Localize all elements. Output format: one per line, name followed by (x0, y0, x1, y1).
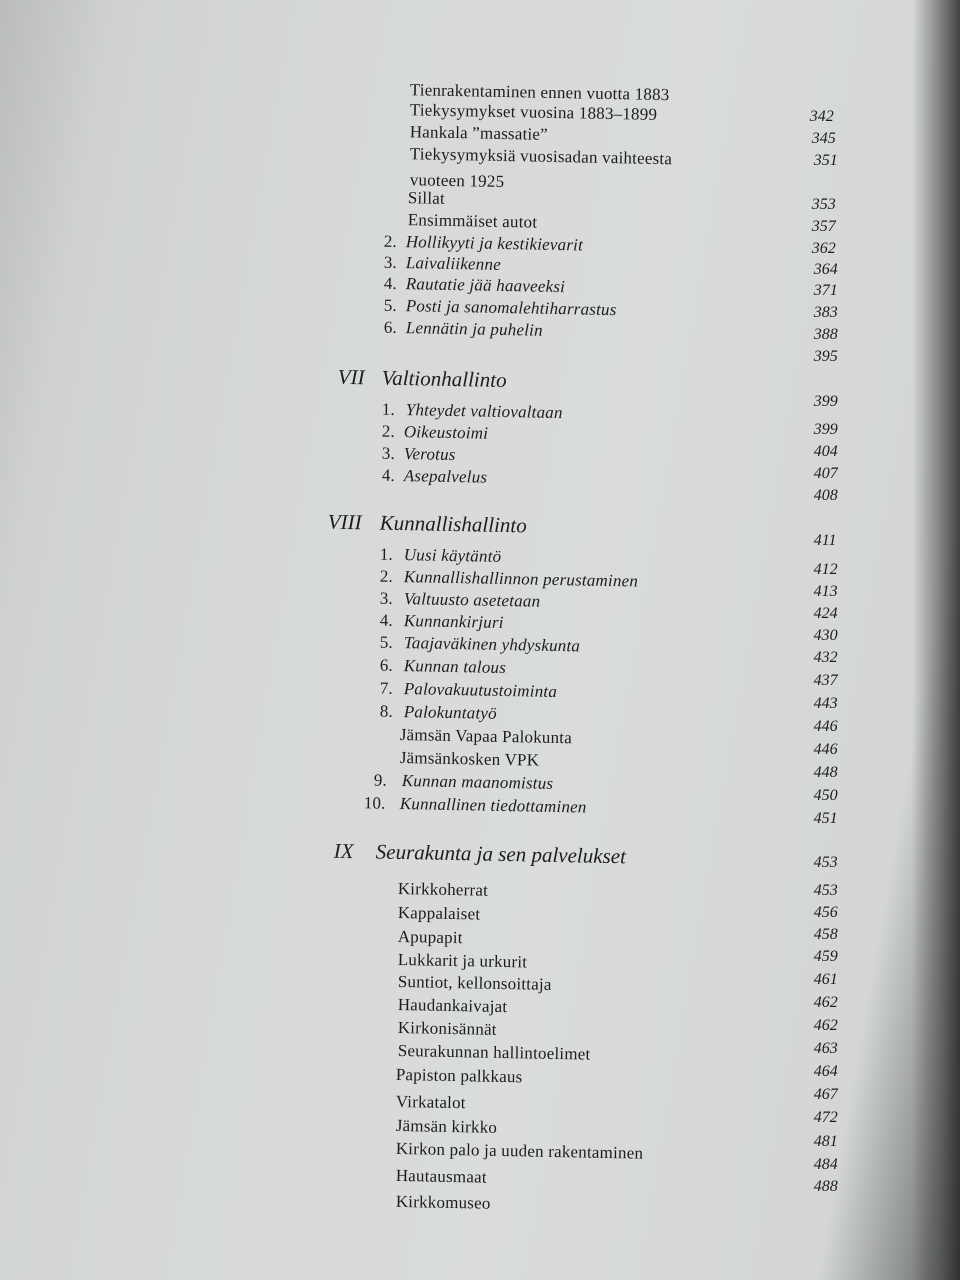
toc-entry-title: Kunnan maanomistus (401, 771, 554, 793)
toc-entry-title: Asepalvelus (403, 466, 488, 487)
toc-entry-title: Sillat (407, 188, 446, 208)
toc-entry-page: 399 (813, 421, 838, 439)
toc-entry-number: 8. (379, 701, 394, 721)
section-roman-numeral: VII (337, 364, 365, 390)
toc-entry-title: Hollikyyti ja kestikievarit (405, 232, 584, 255)
toc-entry-page: 462 (813, 994, 838, 1012)
toc-entry-page: 464 (813, 1063, 838, 1081)
toc-entry-title: Kirkonisännät (397, 1017, 497, 1039)
toc-entry-title: Palovakuutustoiminta (403, 679, 558, 702)
toc-entry-page: 463 (813, 1040, 838, 1058)
toc-entry-page: 404 (813, 443, 838, 461)
section-title: Seurakunta ja sen palvelukset (375, 839, 627, 869)
toc-entry-number: 5. (379, 632, 394, 652)
section-page: 399 (813, 393, 838, 411)
toc-entry-title: Papiston palkkaus (395, 1064, 523, 1087)
toc-entry-title: Lennätin ja puhelin (405, 318, 543, 340)
toc-entry-page: 413 (813, 583, 838, 601)
toc-entry-page: 388 (813, 326, 838, 344)
toc-entry-number: 10. (363, 793, 386, 813)
toc-entry-title: Uusi käytäntö (403, 545, 502, 566)
toc-entry-title: Yhteydet valtiovaltaan (405, 400, 563, 423)
toc-entry-page: 456 (813, 904, 838, 922)
toc-entry-page: 459 (813, 948, 838, 966)
toc-entry-page: 432 (813, 649, 838, 667)
toc-entry-number: 3. (383, 252, 398, 272)
toc-entry-page: 462 (813, 1017, 838, 1035)
toc-entry-title: Tiekysymyksiä vuosisadan vaihteesta (409, 144, 673, 169)
toc-entry-page: 345 (811, 130, 836, 148)
toc-entry-number: 4. (383, 273, 398, 293)
toc-entry-number: 4. (379, 610, 394, 630)
toc-entry-page: 342 (809, 108, 834, 126)
toc-entry-title: Laivaliikenne (405, 253, 502, 274)
toc-entry-page: 446 (813, 718, 838, 736)
toc-entry-title: Seurakunnan hallintoelimet (397, 1040, 591, 1064)
toc-entry-page: 371 (813, 282, 838, 300)
section-roman-numeral: IX (333, 838, 354, 864)
toc-entry-title: Kunnallinen tiedottaminen (399, 794, 587, 817)
toc-entry-title: Haudankaivajat (397, 994, 508, 1017)
toc-entry-title: Kunnan talous (403, 656, 507, 678)
page-edge-shadow (912, 0, 960, 1280)
toc-entry-number: 3. (381, 443, 396, 463)
toc-entry-number: 3. (379, 588, 394, 608)
toc-entry-page: 430 (813, 627, 838, 645)
toc-entry-title: Kirkkoherrat (397, 878, 489, 900)
toc-entry-page: 353 (811, 196, 836, 214)
section-page: 411 (813, 532, 837, 550)
toc-entry-page: 467 (813, 1086, 838, 1104)
toc-entry-number: 2. (381, 421, 396, 441)
section-title: Kunnallishallinto (379, 510, 528, 538)
toc-entry-title: Jämsän Vapaa Palokunta (399, 725, 573, 748)
toc-entry-page: 364 (813, 261, 838, 279)
toc-entry-number: 5. (383, 295, 398, 315)
toc-entry-page: 461 (813, 971, 838, 989)
toc-entry-title: Tiekysymykset vuosina 1883–1899 (409, 100, 658, 124)
toc-entry-page: 472 (813, 1109, 838, 1127)
toc-entry-number: 6. (383, 317, 398, 337)
toc-entry-page: 362 (811, 240, 836, 258)
toc-entry-page: 446 (813, 741, 838, 759)
toc-entry-title: Posti ja sanomalehtiharrastus (405, 296, 617, 320)
section-page: 453 (813, 854, 838, 872)
toc-entry-title: vuoteen 1925 (409, 170, 505, 192)
toc-entry-page: 488 (813, 1178, 838, 1196)
toc-entry-page: 450 (813, 787, 838, 805)
toc-entry-title: Kirkkomuseo (395, 1191, 491, 1213)
toc-entry-title: Kappalaiset (397, 902, 481, 924)
toc-entry-number: 9. (373, 770, 388, 790)
toc-entry-title: Kunnankirjuri (403, 611, 504, 632)
toc-entry-number: 2. (383, 231, 398, 251)
toc-entry-number: 7. (379, 678, 394, 698)
toc-entry-title: Tienrakentaminen ennen vuotta 1883 (409, 80, 670, 105)
section-title: Valtionhallinto (381, 365, 507, 393)
section-roman-numeral: VIII (327, 509, 362, 535)
toc-entry-number: 2. (379, 566, 394, 586)
toc-entry-page: 437 (813, 672, 838, 690)
toc-entry-page: 453 (813, 882, 838, 900)
toc-entry-number: 6. (379, 655, 394, 675)
toc-entry-title: Ensimmäiset autot (407, 210, 538, 232)
toc-entry-title: Suntiot, kellonsoittaja (397, 971, 552, 994)
toc-entry-title: Virkatalot (395, 1091, 466, 1113)
toc-entry-number: 4. (381, 465, 396, 485)
toc-entry-page: 484 (813, 1156, 838, 1174)
toc-entry-page: 357 (811, 218, 836, 236)
toc-entry-page: 424 (813, 605, 838, 623)
toc-entry-page: 481 (813, 1133, 838, 1151)
toc-entry-number: 1. (381, 399, 396, 419)
toc-entry-page: 443 (813, 695, 838, 713)
toc-entry-title: Valtuusto asetetaan (403, 589, 541, 611)
toc-entry-number: 1. (379, 544, 394, 564)
toc-entry-title: Jämsän kirkko (395, 1115, 498, 1137)
toc-entry-page: 458 (813, 926, 838, 944)
toc-entry-title: Taajaväkinen yhdyskunta (403, 633, 581, 656)
toc-entry-page: 395 (813, 348, 838, 366)
toc-entry-title: Hankala ”massatie” (409, 122, 549, 144)
toc-entry-title: Palokuntatyö (403, 702, 498, 723)
toc-entry-page: 351 (813, 152, 838, 170)
toc-entry-title: Oikeustoimi (403, 422, 489, 443)
toc-entry-title: Kirkon palo ja uuden rakentaminen (395, 1138, 644, 1163)
toc-entry-title: Rautatie jää haaveeksi (405, 274, 566, 297)
toc-entry-title: Kunnallishallinnon perustaminen (403, 567, 639, 591)
toc-entry-page: 408 (813, 487, 838, 505)
toc-entry-page: 383 (813, 304, 838, 322)
toc-entry-page: 407 (813, 465, 838, 483)
toc-entry-page: 451 (813, 810, 838, 828)
toc-entry-title: Jämsänkosken VPK (399, 748, 540, 770)
toc-entry-title: Verotus (403, 444, 456, 465)
toc-entry-title: Apupapit (397, 926, 463, 948)
toc-entry-title: Lukkarit ja urkurit (397, 949, 528, 972)
toc-entry-title: Hautausmaat (395, 1165, 487, 1187)
toc-entry-page: 412 (813, 561, 838, 579)
toc-entry-page: 448 (813, 764, 838, 782)
